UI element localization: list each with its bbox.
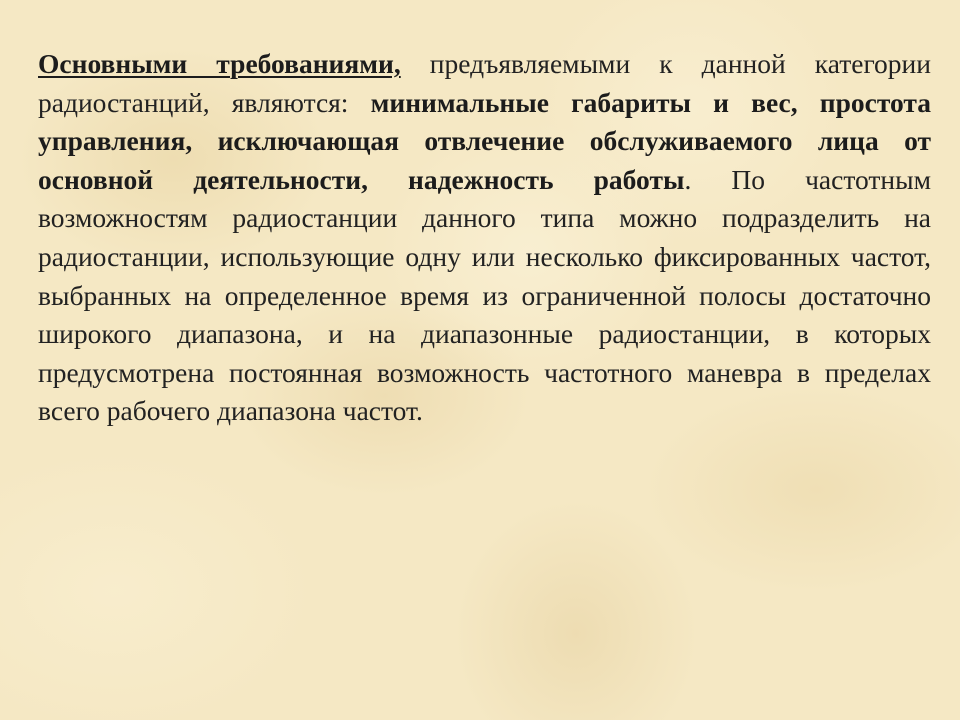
lead-underlined-text: Основными требованиями, (38, 48, 401, 79)
lead-phrase (38, 48, 401, 79)
body-text-intro: предъявляемыми к данной категории радиостанций, являются: (38, 48, 931, 118)
requirements-bold-text: минимальные габариты и вес, простота управления, исключающая отвлечение обслуживаемого лица от основной деятельности, надежность работы (38, 86, 931, 195)
body-text-main: . По частотным возможностям радиостанции данного типа можно подразделить на радиостанции, использующие одну или несколько фиксированных частот, выбранных на определенное время из ограниченной полосы достаточно широкого диапазона, и на диапазонные радиостанции, в которых предусмотрена постоянная возможность частотного маневра в пределах всего рабочего диапазона частот. (38, 163, 931, 427)
body-paragraph (38, 45, 931, 431)
